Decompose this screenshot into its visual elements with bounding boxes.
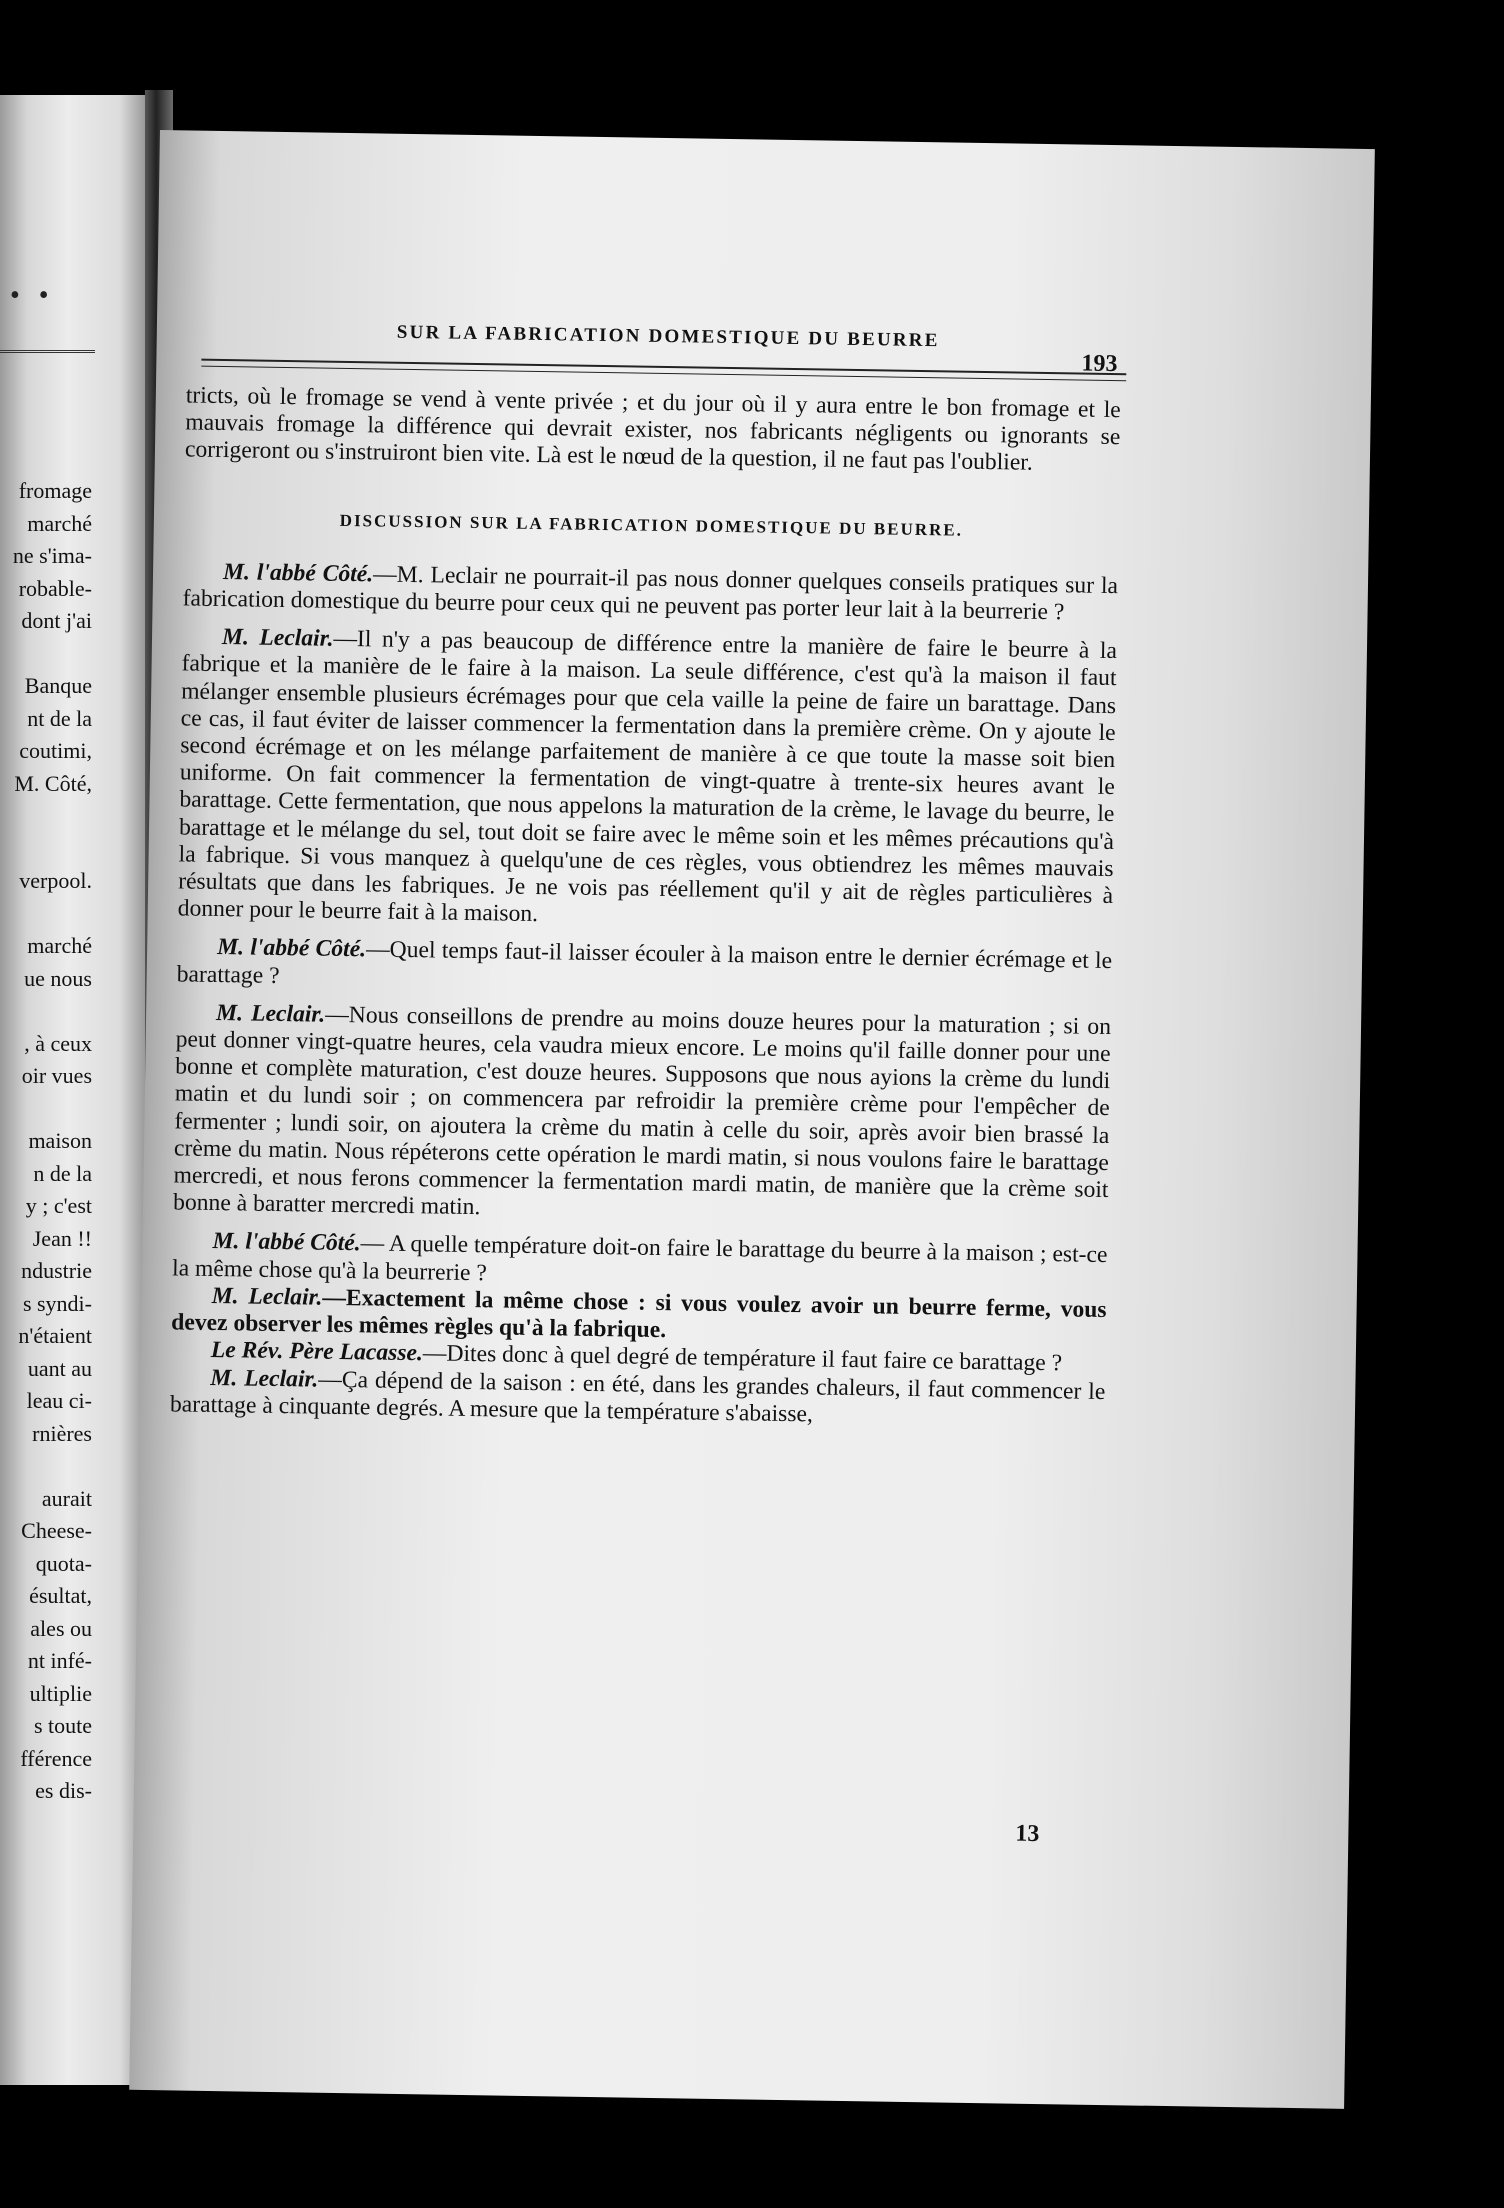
previous-page-line xyxy=(13,638,92,671)
speaker-name: M. l'abbé Côté. xyxy=(212,1228,361,1257)
previous-page-line: ultiplie xyxy=(29,1680,92,1706)
previous-page-text-column xyxy=(13,475,92,1808)
speech-text: —Ça dépend de la saison : en été, dans les grandes chaleurs, il faut commencer le barattage à cinquante degrés. A mesure que la température s'abaisse, xyxy=(169,1366,1106,1428)
dialogue-paragraph xyxy=(182,558,1118,627)
previous-page-line xyxy=(13,1450,92,1483)
speaker-name: M. Leclair. xyxy=(221,624,334,653)
page-number: 193 xyxy=(1081,350,1118,378)
previous-page-line xyxy=(13,995,92,1028)
previous-page-line: s toute xyxy=(33,1713,92,1738)
previous-page-line: Banque xyxy=(24,673,92,698)
previous-page-line: n'étaient xyxy=(18,1323,92,1348)
previous-page-line: s syndi- xyxy=(22,1290,92,1316)
previous-page-line: ésultat, xyxy=(29,1583,92,1608)
speech-text: —Il n'y a pas beaucoup de différence entre la manière de faire le beurre à la fabrique et la manière de le faire à la maison. La seule différence, c'est qu'à la maison il faut mélanger ensemble plusieurs écrémages pour que cela vaille la peine de faire un barattage. Dans ce cas, il faut éviter de laisser commencer la fermentation dans la première crème. On y ajoute le second écrémage et on les mélange parfaitement de manière à ce que toute la masse soit bien uniforme. On fait commencer la fermentation de vingt-quatre à trente-six heures avant le barattage. Cette fermentation, que nous appelons la maturation de la crème, le lavage du beurre, le barattage et le mélange du sel, tout doit se faire avec le même soin et les mêmes précautions qu'à la fabrique. Si vous manquez à quelqu'une de ces règles, vous obtiendrez les mêmes mauvais résultats que dans les fabriques. Je ne vois pas réellement qu'il y ait de règles particulières à donner pour le beurre fait à la maison. xyxy=(177,626,1118,928)
header-rule xyxy=(201,359,1126,382)
previous-page-line: oir vues xyxy=(21,1063,92,1088)
speech-text: —Dites donc à quel degré de température il faut faire ce barattage ? xyxy=(422,1340,1063,1377)
previous-page-line: dont j'ai xyxy=(21,608,92,633)
speaker-name: M. l'abbé Côté. xyxy=(216,934,367,963)
previous-page-line: nt de la xyxy=(27,705,92,731)
page-body xyxy=(170,382,1121,1432)
previous-page-line: nt infé- xyxy=(27,1648,92,1673)
previous-page-line xyxy=(13,898,92,931)
ornament-dots: • • xyxy=(10,280,55,311)
previous-page-line: Jean !! xyxy=(32,1225,92,1251)
speech-text: —Quel temps faut-il laisser écouler à la maison entre le dernier écrémage et le barattage ? xyxy=(176,936,1113,989)
previous-page-line: M. Côté, xyxy=(14,770,92,796)
previous-page-line: fromage xyxy=(18,478,92,503)
previous-page-line: Cheese- xyxy=(21,1518,92,1543)
previous-page-line: marché xyxy=(27,510,92,536)
speaker-name: M. Leclair. xyxy=(210,1364,319,1393)
speech-text: — A quelle température doit-on faire le barattage du beurre à la maison ; est-ce la même chose qu'à la beurrerie ? xyxy=(171,1230,1108,1286)
previous-page-line xyxy=(13,1093,92,1126)
previous-page-line xyxy=(13,833,92,866)
dialogue-paragraph xyxy=(178,624,1118,938)
previous-page-line: leau ci- xyxy=(26,1388,92,1413)
previous-page-line: verpool. xyxy=(19,868,92,893)
section-heading: DISCUSSION SUR LA FABRICATION DOMESTIQUE DU BEURRE. xyxy=(339,510,964,540)
previous-page-line: ue nous xyxy=(24,965,92,991)
previous-page-edge xyxy=(0,95,150,2085)
speaker-name: Le Rév. Père Lacasse. xyxy=(210,1337,424,1367)
previous-page-line: coutimi, xyxy=(19,738,92,763)
previous-page-line: , à ceux xyxy=(24,1030,92,1056)
signature-mark: 13 xyxy=(1015,1820,1040,1848)
previous-page-line: rnières xyxy=(32,1420,92,1446)
running-title: SUR LA FABRICATION DOMESTIQUE DU BEURRE xyxy=(396,321,940,352)
previous-page-rule xyxy=(0,350,95,353)
dialogue-paragraph xyxy=(173,999,1111,1231)
previous-page-line: uant au xyxy=(27,1355,92,1381)
speech-text: —Nous conseillons de prendre au moins douze heures pour la maturation ; si on peut donner vingt-quatre heures, cela vaudra mieux encore. Le moins qu'il faille donner pour une bonne et complète maturation, c'est douze heures. Supposons que nous ayions la crème du lundi matin et du lundi soir ; on commencera par refroidir la première crème pour l'empêcher de fermenter ; lundi soir, on ajoutera la crème du matin à celle du soir, après avoir bien brassé la crème du matin. Nous répéterons cette opération le mardi matin, si nous voulons faire le barattage mercredi, et nous ferons commencer la fermentation mardi matin, de manière que la crème soit bonne à baratter mercredi matin. xyxy=(172,1001,1112,1221)
previous-page-line: y ; c'est xyxy=(25,1193,92,1218)
previous-page-line: ndustrie xyxy=(21,1258,92,1283)
speech-text: —Exactement la même chose : si vous voulez avoir un beurre ferme, vous devez observer les mêmes règles qu'à la fabrique. xyxy=(171,1284,1107,1344)
speech-text: —M. Leclair ne pourrait-il pas nous donner quelques conseils pratiques sur la fabrication domestique du beurre pour ceux qui ne peuvent pas porter leur lait à la beurrerie ? xyxy=(182,561,1119,626)
previous-page-line: maison xyxy=(28,1128,92,1153)
previous-page-line xyxy=(13,800,92,833)
previous-page-line: marché xyxy=(27,933,92,958)
previous-page-line: es dis- xyxy=(35,1778,92,1803)
previous-page-line: n de la xyxy=(33,1160,92,1186)
previous-page-line: ne s'ima- xyxy=(12,543,92,568)
previous-page-line: quota- xyxy=(35,1550,92,1576)
previous-page-line: robable- xyxy=(18,575,92,601)
speaker-name: M. Leclair. xyxy=(215,999,326,1028)
previous-page-line: fférence xyxy=(20,1745,92,1771)
opening-paragraph: tricts, où le fromage se vend à vente privée ; et du jour où il y aura entre le bon fromage et le mauvais fromage la différence qui devrait exister, nos fabricants négligents ou ignorants se corrigeront ou s'instruiront bien vite. Là est le nœud de la question, il ne faut pas l'oublier. xyxy=(184,382,1121,477)
dialogue-paragraph xyxy=(177,934,1113,1003)
speaker-name: M. l'abbé Côté. xyxy=(222,558,374,588)
previous-page-line: aurait xyxy=(41,1485,92,1511)
page xyxy=(129,130,1375,2109)
speaker-name: M. Leclair. xyxy=(211,1282,323,1311)
previous-page-line: ales ou xyxy=(30,1615,92,1641)
